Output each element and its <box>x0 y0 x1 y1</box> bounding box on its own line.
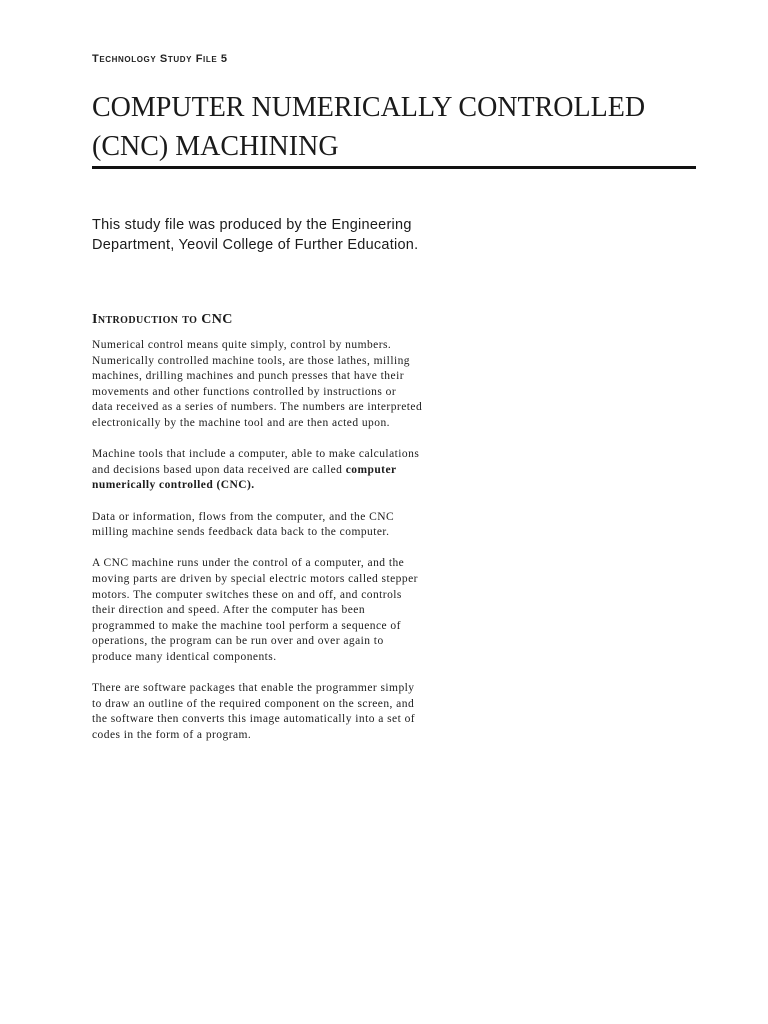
bold-term: numerically controlled (CNC). <box>92 479 255 492</box>
paragraph-line: motors. The computer switches these on and off, and controls <box>92 588 402 601</box>
paragraph-line: milling machine sends feedback data back to the computer. <box>92 526 390 539</box>
paragraph-1 <box>92 338 492 432</box>
paragraph-line: Numerically controlled machine tools, are those lathes, milling <box>92 354 411 367</box>
paragraph-line: Numerical control means quite simply, control by numbers. <box>92 339 392 351</box>
title-line-2: (CNC) MACHINING <box>92 131 339 162</box>
producer-note-line-1: This study file was produced by the Engineering <box>92 217 412 233</box>
producer-note-line-2: Department, Yeovil College of Further Education. <box>92 236 419 253</box>
paragraph-line: machines, drilling machines and punch presses that have their <box>92 370 404 383</box>
paragraph-line: Machine tools that include a computer, able to make calculations <box>92 448 420 461</box>
paragraph-3 <box>92 510 492 541</box>
paragraph-line: data received as a series of numbers. The numbers are interpreted <box>92 401 423 414</box>
paragraph-line: programmed to make the machine tool perform a sequence of <box>92 619 401 632</box>
paragraph-line: codes in the form of a program. <box>92 728 252 741</box>
paragraph-line: Data or information, flows from the computer, and the CNC <box>92 510 395 523</box>
paragraph-line: There are software packages that enable the programmer simply <box>92 682 415 695</box>
title-line-1: COMPUTER NUMERICALLY CONTROLLED <box>92 92 646 123</box>
paragraph-line: produce many identical components. <box>92 650 277 663</box>
section-body <box>92 338 492 759</box>
section-heading: Introduction to CNC <box>92 312 233 327</box>
title-underline-rule <box>92 166 696 169</box>
paragraph-line: moving parts are driven by special electric motors called stepper <box>92 572 418 585</box>
paragraph-line: movements and other functions controlled by instructions or <box>92 385 397 398</box>
series-label: Technology Study File 5 <box>92 53 228 65</box>
bold-term: computer <box>345 463 397 476</box>
paragraph-line: and decisions based upon data received are called <box>92 463 346 476</box>
paragraph-5 <box>92 681 492 743</box>
paragraph-line: the software then converts this image automatically into a set of <box>92 713 416 726</box>
paragraph-line: electronically by the machine tool and are then acted upon. <box>92 416 390 429</box>
page-title <box>92 88 702 166</box>
paragraph-line: to draw an outline of the required component on the screen, and <box>92 697 415 710</box>
paragraph-4 <box>92 556 492 665</box>
paragraph-line: operations, the program can be run over and over again to <box>92 635 384 648</box>
producer-note <box>92 216 612 255</box>
paragraph-line: their direction and speed. After the computer has been <box>92 604 366 617</box>
paragraph-line: A CNC machine runs under the control of a computer, and the <box>92 557 405 570</box>
cropped-footer-text <box>92 1017 292 1022</box>
paragraph-2 <box>92 447 492 494</box>
